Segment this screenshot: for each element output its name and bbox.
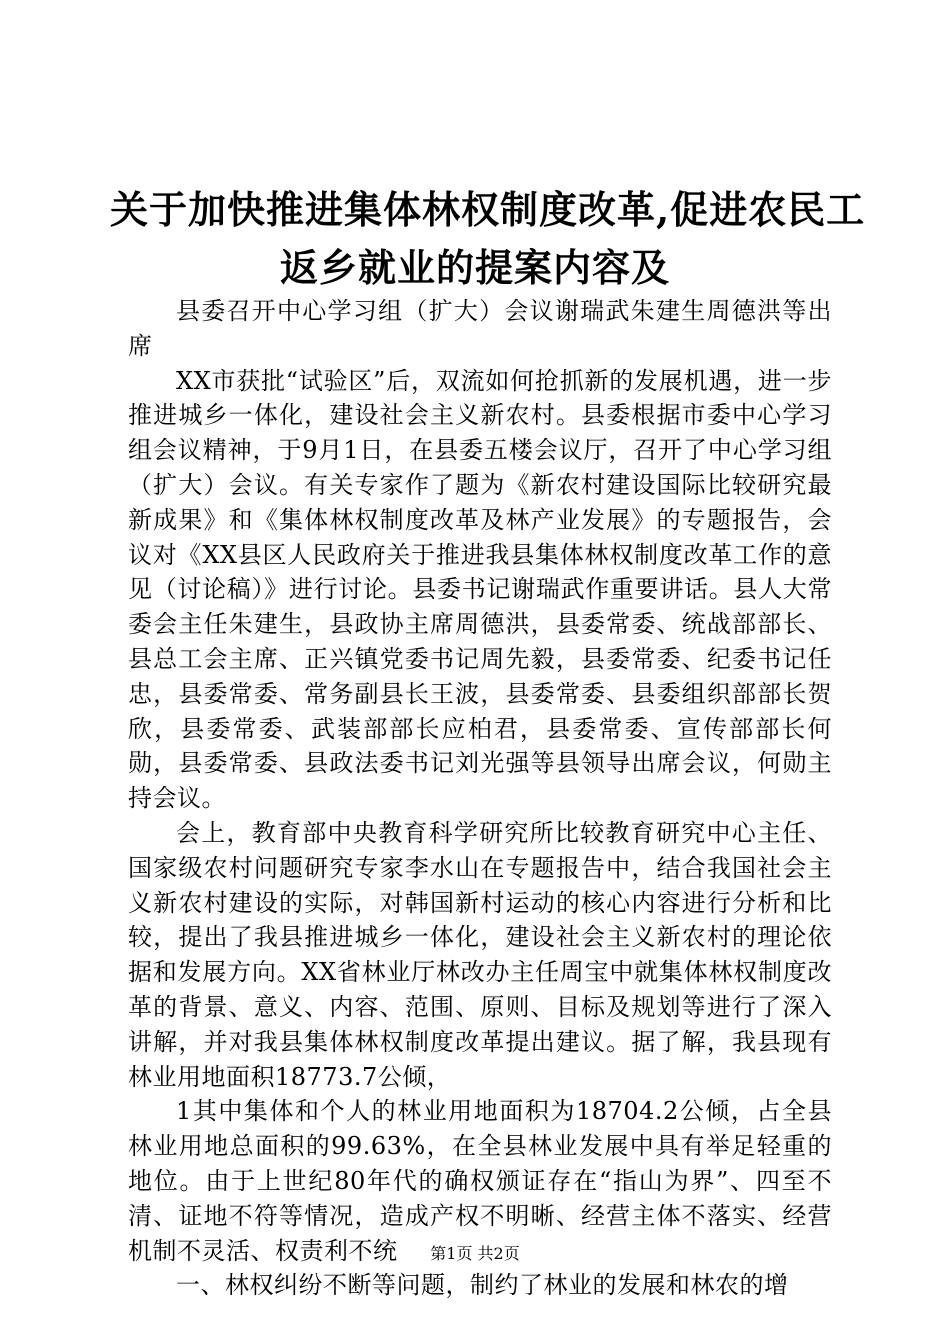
document-body	[128, 294, 832, 1303]
page-footer: 第1页 共2页	[430, 1244, 520, 1263]
paragraph-3: 会上，教育部中央教育科学研究所比较教育研究中心主任、国家级农村问题研究专家李水山在专题报告中，结合我国社会主义新农村建设的实际，对韩国新村运动的核心内容进行分析和比较，提出了我县推进城乡一体化，建设社会主义新农村的理论依据和发展方向。XX省林业厅林改办主任周宝中就集体林权制度改革的背景、意义、内容、范围、原则、目标及规划等进行了深入讲解，并对我县集体林权制度改革提出建议。据了解，我县现有林业用地面积18773.7公倾，	[128, 818, 832, 1091]
paragraph-4: 1其中集体和个人的林业用地面积为18704.2公倾，占全县林业用地总面积的99.63%，在全县林业发展中具有举足轻重的地位。由于上世纪80年代的确权颁证存在“指山为界”、四至不清、证地不符等情况，造成产权不明晰、经营主体不落实、经营机制不灵活、权责利不统	[128, 1097, 832, 1265]
paragraph-1: 县委召开中心学习组（扩大）会议谢瑞武朱建生周德洪等出席	[128, 297, 832, 360]
document-title-line-1: 关于加快推进集体林权制度改革,促进农民工	[110, 187, 866, 232]
paragraph-5: 一、林权纠纷不断等问题，制约了林业的发展和林农的增	[176, 1271, 789, 1300]
document-title-line-2: 返乡就业的提案内容及	[279, 245, 670, 290]
paragraph-2: XX市获批“试验区”后，双流如何抢抓新的发展机遇，进一步推进城乡一体化，建设社会主义新农村。县委根据市委中心学习组会议精神，于9月1日，在县委五楼会议厅，召开了中心学习组（扩大）会议。有关专家作了题为《新农村建设国际比较研究最新成果》和《集体林权制度改革及林产业发展》的专题报告，会议对《XX县区人民政府关于推进我县集体林权制度改革工作的意见（讨论稿）》进行讨论。县委书记谢瑞武作重要讲话。县人大常委会主任朱建生，县政协主席周德洪，县委常委、统战部部长、县总工会主席、正兴镇党委书记周先毅，县委常委、纪委书记任忠，县委常委、常务副县长王波，县委常委、县委组织部部长贺欣，县委常委、武装部部长应柏君，县委常委、宣传部部长何勋，县委常委、县政法委书记刘光强等县领导出席会议，何勋主持会议。	[128, 366, 832, 813]
